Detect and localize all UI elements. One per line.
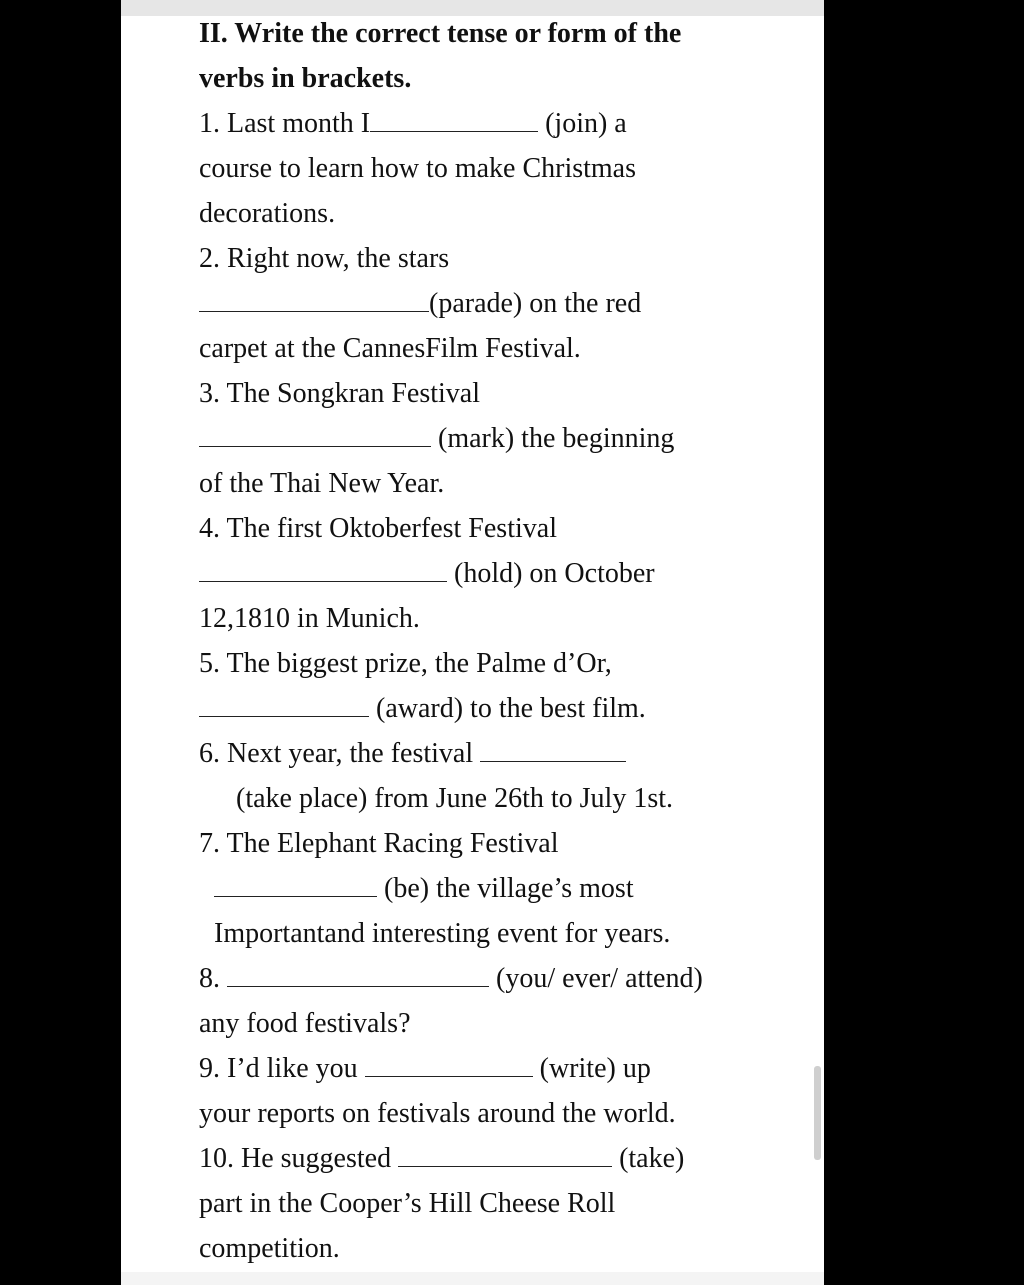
- answer-blank-6[interactable]: [480, 735, 626, 762]
- question-7-verb: (be) the village’s most: [377, 873, 634, 904]
- answer-blank-5[interactable]: [199, 690, 369, 717]
- question-1-verb: (join) a: [538, 108, 627, 139]
- question-8-line2: any food festivals?: [199, 1008, 411, 1039]
- question-5-verb: (award) to the best film.: [369, 693, 646, 724]
- answer-blank-7[interactable]: [214, 870, 377, 897]
- question-3-line2: [199, 416, 799, 461]
- question-2-verb: (parade) on the red: [429, 288, 642, 319]
- question-6-line1: [199, 731, 799, 776]
- question-10-text: 10. He suggested: [199, 1143, 399, 1174]
- question-4-line1: 4. The first Oktoberfest Festival: [199, 513, 557, 544]
- question-2-line3: carpet at the CannesFilm Festival.: [199, 333, 581, 364]
- question-8-verb: (you/ ever/ attend): [489, 963, 703, 994]
- question-7-line2: [199, 866, 799, 911]
- question-8-text: 8.: [199, 963, 227, 994]
- bottom-strip: [121, 1272, 824, 1285]
- document-page: [121, 0, 824, 1285]
- question-1-text: 1. Last month I: [199, 108, 371, 139]
- question-5-line1: 5. The biggest prize, the Palme d’Or,: [199, 648, 612, 679]
- question-9-verb: (write) up: [532, 1053, 651, 1084]
- question-2-line2: [199, 281, 799, 326]
- exercise-content: [199, 11, 799, 1271]
- question-10-line1: [199, 1136, 799, 1181]
- exercise-heading-line2: verbs in brackets.: [199, 63, 412, 94]
- question-3-line3: of the Thai New Year.: [199, 468, 445, 499]
- answer-blank-2[interactable]: [199, 285, 429, 312]
- question-2-line1: 2. Right now, the stars: [199, 243, 450, 274]
- question-7-line1: 7. The Elephant Racing Festival: [199, 828, 559, 859]
- answer-blank-4[interactable]: [199, 555, 447, 582]
- answer-blank-8[interactable]: [227, 960, 489, 987]
- question-10-line2: part in the Cooper’s Hill Cheese Roll: [199, 1188, 616, 1219]
- question-9-line2: your reports on festivals around the world.: [199, 1098, 676, 1129]
- question-8-line1: [199, 956, 799, 1001]
- question-4-line3: 12,1810 in Munich.: [199, 603, 420, 634]
- question-3-line1: 3. The Songkran Festival: [199, 378, 481, 409]
- question-4-verb: (hold) on October: [447, 558, 655, 589]
- question-9-text: 9. I’d like you: [199, 1053, 365, 1084]
- question-1-line3: decorations.: [199, 198, 336, 229]
- answer-blank-3[interactable]: [199, 420, 431, 447]
- question-6-text: 6. Next year, the festival: [199, 738, 481, 769]
- answer-blank-9[interactable]: [365, 1050, 533, 1077]
- vertical-scrollbar[interactable]: [814, 1066, 821, 1160]
- question-3-verb: (mark) the beginning: [431, 423, 675, 454]
- question-6-line2: (take place) from June 26th to July 1st.: [236, 783, 674, 814]
- question-7-line3: Importantand interesting event for years.: [214, 918, 671, 949]
- question-1-line1: [199, 101, 799, 146]
- question-10-line3: competition.: [199, 1233, 340, 1264]
- answer-blank-1[interactable]: [370, 105, 538, 132]
- question-9-line1: [199, 1046, 799, 1091]
- question-5-line2: [199, 686, 799, 731]
- exercise-heading-line1: II. Write the correct tense or form of the: [199, 18, 682, 49]
- question-4-line2: [199, 551, 799, 596]
- question-10-verb: (take): [612, 1143, 685, 1174]
- question-1-line2: course to learn how to make Christmas: [199, 153, 637, 184]
- answer-blank-10[interactable]: [398, 1140, 612, 1167]
